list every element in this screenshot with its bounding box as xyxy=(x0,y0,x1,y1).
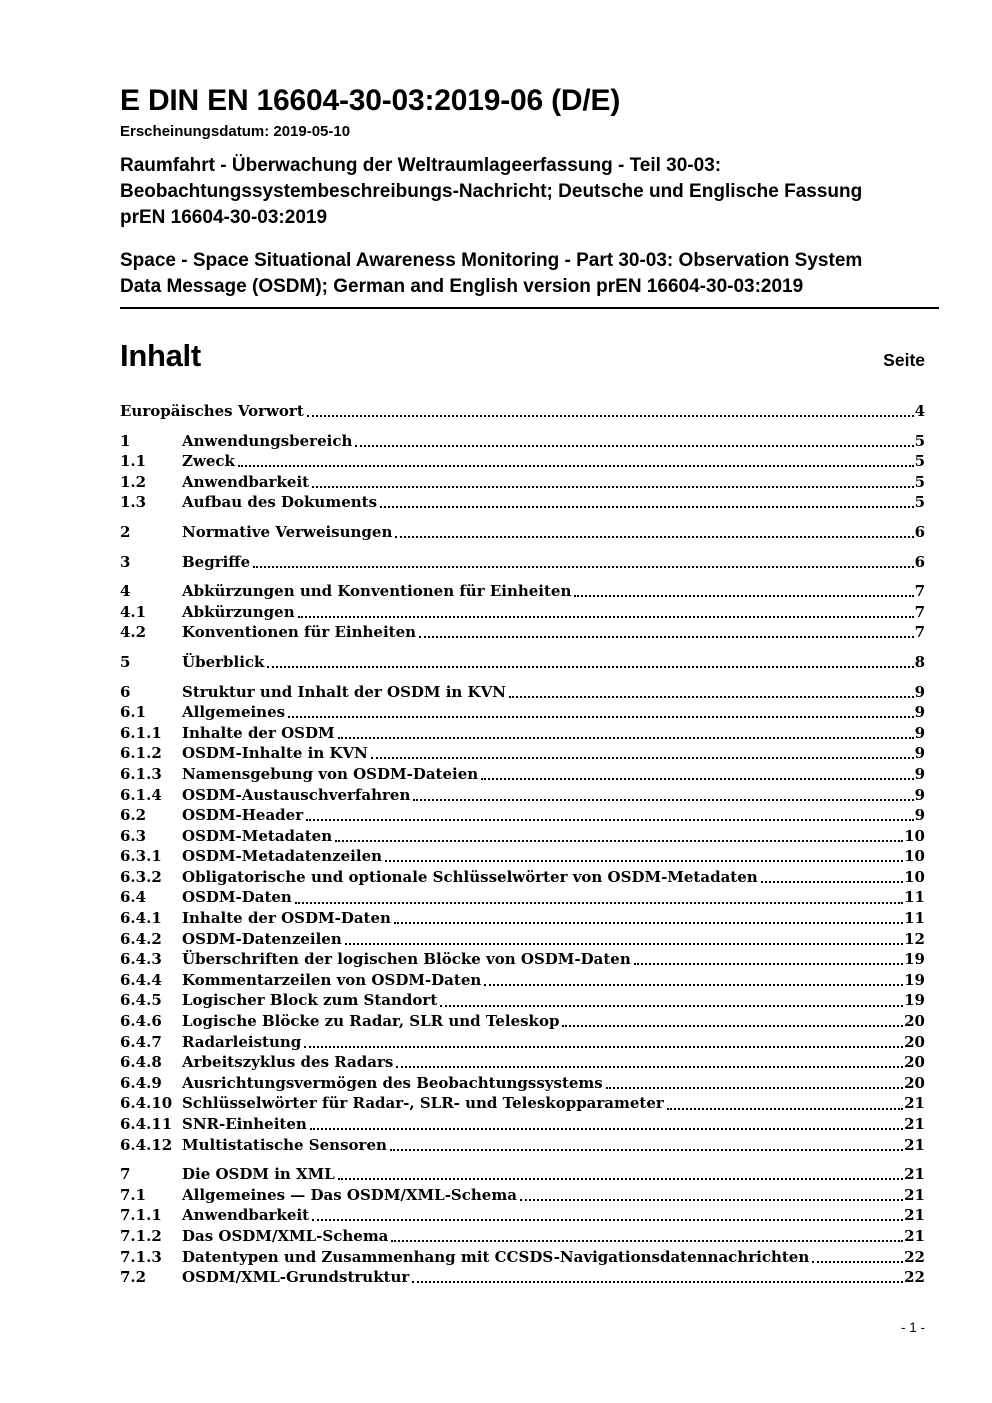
toc-entry-page: 19 xyxy=(904,970,925,989)
toc-entry-dot-leader xyxy=(562,1025,903,1027)
toc-entry-dot-leader xyxy=(355,445,913,447)
toc-row xyxy=(120,401,925,422)
toc-entry-title: Das OSDM/XML-Schema xyxy=(182,1226,389,1245)
toc-list xyxy=(120,401,925,1288)
toc-entry-dot-leader xyxy=(345,943,903,945)
toc-row xyxy=(120,867,925,888)
toc-entry-title: Konventionen für Einheiten xyxy=(182,623,417,642)
toc-entry-page: 10 xyxy=(904,867,925,886)
toc-row xyxy=(120,602,925,623)
toc-entry-number: 6.4.11 xyxy=(120,1115,173,1133)
toc-entry-title: OSDM-Daten xyxy=(182,888,292,907)
toc-entry-page: 7 xyxy=(914,602,925,621)
toc-entry-number: 6.1.3 xyxy=(120,764,162,783)
toc-entry-title: Abkürzungen xyxy=(182,602,295,621)
toc-entry-number: 6.4.1 xyxy=(120,909,162,928)
toc-entry-title: Anwendungsbereich xyxy=(182,431,353,450)
toc-entry-dot-leader xyxy=(304,1046,903,1048)
toc-entry-number: 5 xyxy=(120,652,131,671)
toc-row xyxy=(120,581,925,602)
toc-entry-page: 5 xyxy=(914,431,925,450)
toc-entry-title: Ausrichtungsvermögen des Beobachtungssystems xyxy=(182,1073,603,1092)
toc-row xyxy=(120,785,925,806)
toc-entry-page: 21 xyxy=(904,1115,925,1133)
toc-row xyxy=(120,1185,925,1206)
toc-entry-page: 20 xyxy=(904,1032,925,1051)
toc-entry-number: 6.4 xyxy=(120,888,147,907)
toc-entry-page: 21 xyxy=(904,1135,925,1154)
toc-row xyxy=(120,1135,925,1156)
toc-entry-title: Logischer Block zum Standort xyxy=(182,991,438,1010)
toc-entry-page: 5 xyxy=(914,493,925,512)
toc-row xyxy=(120,522,925,543)
toc-entry-dot-leader xyxy=(238,465,914,467)
toc-row xyxy=(120,970,925,991)
toc-entry-number: 6.1 xyxy=(120,703,147,722)
toc-entry-page: 20 xyxy=(904,1073,925,1092)
toc-row xyxy=(120,1093,925,1114)
toc-entry-title: Normative Verweisungen xyxy=(182,522,393,541)
toc-entry-title: Datentypen und Zusammenhang mit CCSDS-Navigationsdatennachrichten xyxy=(182,1247,810,1266)
title-german-line: Beobachtungssystembeschreibungs-Nachricht; Deutsche und Englische Fassung xyxy=(120,181,863,202)
toc-entry-title: Radarleistung xyxy=(182,1032,302,1051)
toc-row xyxy=(120,1205,925,1226)
toc-entry-dot-leader xyxy=(574,595,913,597)
toc-entry-number: 6.4.4 xyxy=(120,970,162,989)
toc-entry-dot-leader xyxy=(335,840,903,842)
toc-entry-dot-leader xyxy=(484,984,903,986)
toc-entry-title: OSDM-Metadaten xyxy=(182,826,333,845)
toc-entry-dot-leader xyxy=(288,716,913,718)
toc-row xyxy=(120,492,925,513)
toc-entry-number: 1 xyxy=(120,431,131,450)
toc-row xyxy=(120,431,925,452)
toc-row xyxy=(120,805,925,826)
toc-entry-number: 6.2 xyxy=(120,806,147,825)
toc-entry-title: OSDM-Metadatenzeilen xyxy=(182,847,383,866)
toc-row xyxy=(120,702,925,723)
toc-entry-dot-leader xyxy=(371,757,914,759)
toc-entry-title: Überschriften der logischen Blöcke von OSDM-Daten xyxy=(182,950,631,969)
toc-entry-number: 1.2 xyxy=(120,472,147,491)
toc-entry-dot-leader xyxy=(380,506,914,508)
toc-entry-title: OSDM-Datenzeilen xyxy=(182,929,342,948)
toc-entry-page: 8 xyxy=(914,652,925,671)
toc-entry-page: 19 xyxy=(904,991,925,1010)
toc-entry-title: Anwendbarkeit xyxy=(182,1206,310,1225)
toc-entry-title: Aufbau des Dokuments xyxy=(182,493,378,512)
toc-entry-page: 9 xyxy=(914,744,925,763)
toc-entry-number: 4.1 xyxy=(120,602,147,621)
toc-row xyxy=(120,652,925,673)
toc-entry-title: Schlüsselwörter für Radar-, SLR- und Teleskopparameter xyxy=(182,1094,664,1113)
toc-entry-number: 7.2 xyxy=(120,1268,147,1287)
toc-row xyxy=(120,451,925,472)
toc-entry-title: OSDM-Austauschverfahren xyxy=(182,785,411,804)
toc-page-column-label: Seite xyxy=(883,350,925,370)
toc-row xyxy=(120,1247,925,1268)
toc-heading: Inhalt xyxy=(120,338,201,373)
toc-row xyxy=(120,682,925,703)
toc-entry-page: 21 xyxy=(904,1094,925,1113)
toc-row xyxy=(120,1011,925,1032)
toc-entry-title: Kommentarzeilen von OSDM-Daten xyxy=(182,970,482,989)
toc-entry-page: 21 xyxy=(904,1226,925,1245)
toc-row xyxy=(120,887,925,908)
toc-entry-page: 21 xyxy=(904,1206,925,1225)
toc-entry-page: 20 xyxy=(904,1053,925,1072)
toc-entry-page: 5 xyxy=(914,452,925,471)
toc-entry-number: 7.1.2 xyxy=(120,1226,162,1245)
toc-entry-number: 6.3.2 xyxy=(120,867,162,886)
toc-entry-dot-leader xyxy=(312,1219,903,1221)
toc-entry-title: Inhalte der OSDM xyxy=(182,723,335,742)
title-german-line: Raumfahrt - Überwachung der Weltraumlageerfassung - Teil 30-03: xyxy=(120,155,722,176)
toc-entry-dot-leader xyxy=(295,902,903,904)
toc-row xyxy=(120,1114,925,1135)
toc-row xyxy=(120,846,925,867)
toc-entry-page: 11 xyxy=(904,909,925,928)
toc-entry-title: Namensgebung von OSDM-Dateien xyxy=(182,764,479,783)
toc-header-row xyxy=(120,339,925,377)
toc-row xyxy=(120,723,925,744)
toc-entry-title: Arbeitszyklus des Radars xyxy=(182,1053,394,1072)
toc-entry-title: Inhalte der OSDM-Daten xyxy=(182,909,391,928)
toc-entry-dot-leader xyxy=(396,1066,903,1068)
toc-entry-title: OSDM/XML-Grundstruktur xyxy=(182,1268,410,1287)
toc-entry-dot-leader xyxy=(390,1149,903,1151)
toc-entry-title: Abkürzungen und Konventionen für Einheiten xyxy=(182,582,572,601)
page-content xyxy=(120,84,925,1288)
toc-row xyxy=(120,1226,925,1247)
toc-row xyxy=(120,552,925,573)
toc-entry-dot-leader xyxy=(419,636,914,638)
toc-row xyxy=(120,1052,925,1073)
toc-row xyxy=(120,990,925,1011)
toc-entry-number: 6.1.1 xyxy=(120,723,162,742)
toc-entry-number: 6.4.7 xyxy=(120,1032,162,1051)
toc-row xyxy=(120,472,925,493)
toc-entry-number: 4 xyxy=(120,582,131,601)
header-divider xyxy=(120,307,939,309)
toc-entry-dot-leader xyxy=(385,860,903,862)
toc-entry-title: SNR-Einheiten xyxy=(182,1115,307,1133)
toc-entry-dot-leader xyxy=(394,922,903,924)
toc-entry-title: Begriffe xyxy=(182,552,251,571)
toc-entry-page: 9 xyxy=(914,723,925,742)
toc-entry-number: 6 xyxy=(120,682,131,701)
toc-entry-dot-leader xyxy=(520,1199,903,1201)
toc-entry-dot-leader xyxy=(667,1108,903,1110)
toc-entry-dot-leader xyxy=(310,1128,903,1130)
toc-entry-title: Struktur und Inhalt der OSDM in KVN xyxy=(182,682,506,701)
toc-entry-dot-leader xyxy=(267,666,913,668)
toc-entry-title: OSDM-Header xyxy=(182,806,304,825)
toc-entry-number: 3 xyxy=(120,552,131,571)
toc-entry-dot-leader xyxy=(412,1281,903,1283)
toc-entry-number: 7.1 xyxy=(120,1185,147,1204)
toc-entry-title: Allgemeines — Das OSDM/XML-Schema xyxy=(182,1185,517,1204)
title-english-line: Space - Space Situational Awareness Monitoring - Part 30-03: Observation System xyxy=(120,250,863,271)
toc-entry-dot-leader xyxy=(509,696,914,698)
toc-entry-number: 7.1.1 xyxy=(120,1206,162,1225)
toc-entry-number: 2 xyxy=(120,522,131,541)
toc-entry-page: 20 xyxy=(904,1012,925,1031)
toc-entry-dot-leader xyxy=(307,415,914,417)
toc-entry-page: 4 xyxy=(914,402,925,420)
toc-entry-number: 4.2 xyxy=(120,623,147,642)
toc-entry-page: 11 xyxy=(904,888,925,907)
toc-entry-page: 5 xyxy=(914,472,925,491)
toc-entry-number: 6.4.9 xyxy=(120,1073,162,1092)
title-german xyxy=(120,153,925,231)
toc-entry-number: 6.3.1 xyxy=(120,847,162,866)
toc-entry-dot-leader xyxy=(306,819,913,821)
toc-entry-title: OSDM-Inhalte in KVN xyxy=(182,744,368,763)
toc-row xyxy=(120,764,925,785)
toc-entry-page: 6 xyxy=(914,552,925,571)
toc-entry-page: 9 xyxy=(914,703,925,722)
toc-entry-page: 22 xyxy=(904,1268,925,1287)
toc-row xyxy=(120,826,925,847)
doc-number: E DIN EN 16604-30-03:2019-06 (D/E) xyxy=(120,84,621,117)
toc-entry-page: 12 xyxy=(904,929,925,948)
title-english-line: Data Message (OSDM); German and English version prEN 16604-30-03:2019 xyxy=(120,276,804,297)
toc-entry-number: 6.1.2 xyxy=(120,744,162,763)
toc-entry-dot-leader xyxy=(338,1178,903,1180)
toc-entry-dot-leader xyxy=(312,486,913,488)
toc-entry-number: 6.4.10 xyxy=(120,1094,173,1113)
toc-entry-number: 6.4.8 xyxy=(120,1053,162,1072)
toc-entry-dot-leader xyxy=(413,799,913,801)
toc-entry-page: 10 xyxy=(904,847,925,866)
toc-row xyxy=(120,929,925,950)
toc-row xyxy=(120,908,925,929)
title-english xyxy=(120,248,925,300)
toc-entry-page: 9 xyxy=(914,764,925,783)
toc-entry-page: 9 xyxy=(914,785,925,804)
toc-entry-dot-leader xyxy=(761,881,903,883)
toc-entry-number: 6.4.2 xyxy=(120,929,162,948)
toc-entry-page: 19 xyxy=(904,950,925,969)
toc-entry-dot-leader xyxy=(391,1240,903,1242)
toc-entry-dot-leader xyxy=(634,963,903,965)
toc-entry-page: 10 xyxy=(904,826,925,845)
toc-row xyxy=(120,1073,925,1094)
toc-entry-page: 7 xyxy=(914,582,925,601)
toc-entry-number: 6.1.4 xyxy=(120,785,162,804)
toc-entry-dot-leader xyxy=(606,1087,903,1089)
toc-row xyxy=(120,743,925,764)
toc-entry-title: Zweck xyxy=(182,452,235,471)
toc-row xyxy=(120,622,925,643)
footer-page-number: - 1 - xyxy=(900,1320,925,1335)
toc-entry-title: Überblick xyxy=(182,652,265,671)
toc-entry-number: 6.4.12 xyxy=(120,1135,173,1154)
toc-entry-page: 21 xyxy=(904,1165,925,1184)
toc-entry-number: 1.1 xyxy=(120,452,147,471)
toc-entry-number: 6.4.6 xyxy=(120,1012,162,1031)
toc-entry-page: 9 xyxy=(914,806,925,825)
toc-entry-dot-leader xyxy=(395,536,913,538)
publication-date: Erscheinungsdatum: 2019-05-10 xyxy=(120,123,351,140)
toc-entry-page: 21 xyxy=(904,1185,925,1204)
toc-entry-page: 7 xyxy=(914,623,925,642)
toc-row xyxy=(120,1032,925,1053)
toc-entry-number: 6.3 xyxy=(120,826,147,845)
toc-entry-page: 6 xyxy=(914,522,925,541)
toc-entry-number: 7.1.3 xyxy=(120,1247,162,1266)
toc-entry-title: Allgemeines xyxy=(182,703,286,722)
toc-entry-title: Multistatische Sensoren xyxy=(182,1135,387,1154)
toc-entry-dot-leader xyxy=(812,1261,903,1263)
toc-row xyxy=(120,1267,925,1288)
toc-entry-title: Europäisches Vorwort xyxy=(120,402,304,420)
toc-entry-number: 1.3 xyxy=(120,493,147,512)
toc-entry-title: Logische Blöcke zu Radar, SLR und Teleskop xyxy=(182,1012,560,1031)
toc-entry-dot-leader xyxy=(338,737,914,739)
title-german-line: prEN 16604-30-03:2019 xyxy=(120,207,328,228)
toc-entry-dot-leader xyxy=(440,1005,903,1007)
toc-entry-dot-leader xyxy=(481,778,913,780)
toc-entry-number: 7 xyxy=(120,1165,131,1184)
toc-entry-page: 22 xyxy=(904,1247,925,1266)
toc-entry-page: 9 xyxy=(914,682,925,701)
toc-entry-dot-leader xyxy=(298,616,914,618)
toc-row xyxy=(120,1164,925,1185)
toc-entry-number: 6.4.5 xyxy=(120,991,162,1010)
toc-entry-dot-leader xyxy=(253,566,913,568)
toc-entry-number: 6.4.3 xyxy=(120,950,162,969)
toc-row xyxy=(120,949,925,970)
toc-entry-title: Die OSDM in XML xyxy=(182,1165,335,1184)
toc-entry-title: Anwendbarkeit xyxy=(182,472,310,491)
toc-entry-title: Obligatorische und optionale Schlüsselwörter von OSDM-Metadaten xyxy=(182,867,758,886)
